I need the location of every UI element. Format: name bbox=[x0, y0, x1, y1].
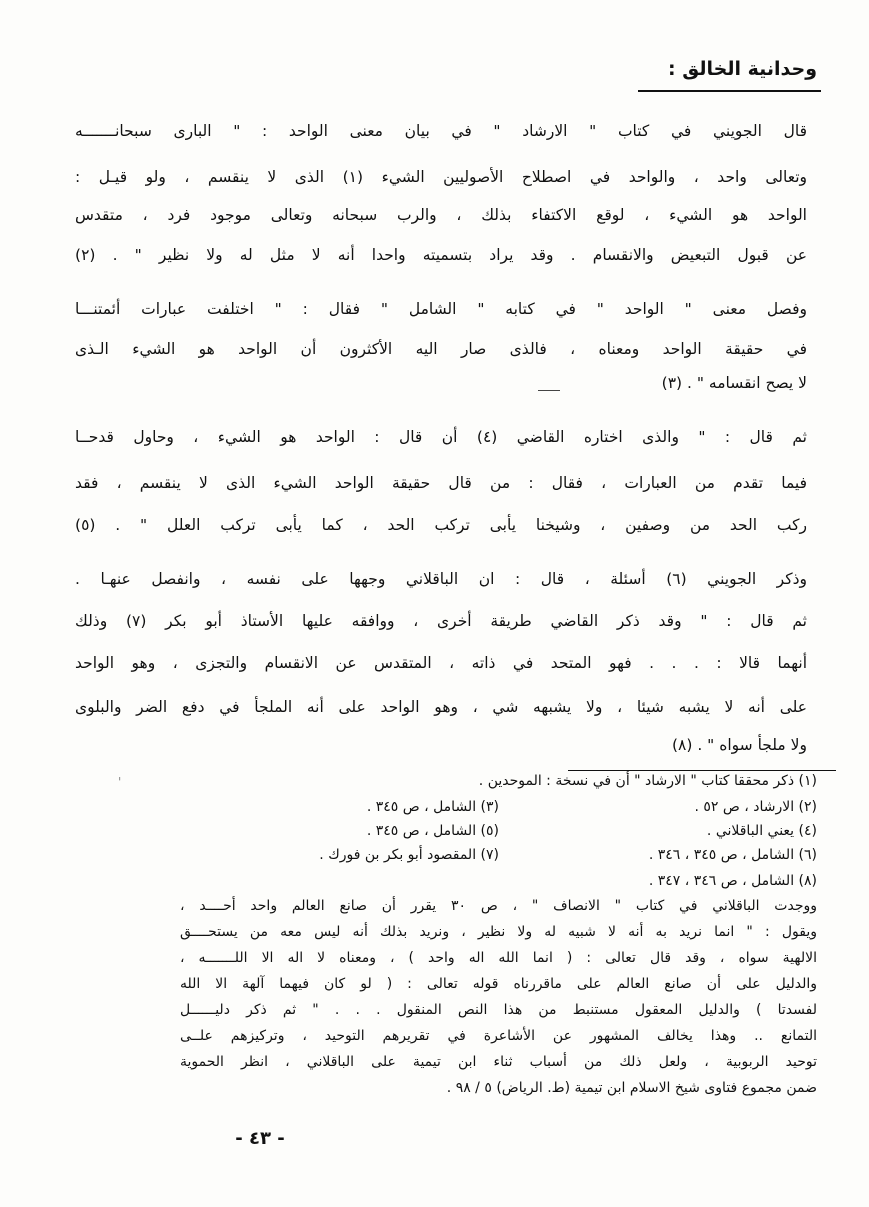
footnote-6: (٦) الشامل ، ص ٣٤٥ ، ٣٤٦ . bbox=[648, 847, 817, 863]
body-line: أنهما قالا : . . . فهو المتحد في ذاته ، المتقدس عن الانقسام والتجزى ، وهو الواحد bbox=[75, 654, 807, 672]
footnote-4: (٤) يعني الباقلاني . bbox=[706, 823, 817, 839]
chapter-header: وحدانية الخالق : bbox=[668, 58, 817, 80]
margin-mark: ' bbox=[118, 775, 122, 789]
commentary-line: ووجدت الباقلاني في كتاب " الانصاف " ، ص ٣٠ يقرر أن صانع العالم واحد أحــــد ، bbox=[180, 898, 817, 914]
footnote-separator bbox=[568, 770, 836, 771]
commentary-line: توحيد الربوبية ، ولعل ذلك من أسباب ثناء ابن تيمية على الباقلاني ، انظر الحموية bbox=[180, 1054, 817, 1070]
commentary-line: ويقول : " انما نريد به أنه لا شبيه له ولا نظير ، ونريد بذلك أنه ليس معه من يستحــــق bbox=[180, 924, 817, 940]
footnote-8: (٨) الشامل ، ص ٣٤٦ ، ٣٤٧ . bbox=[648, 873, 817, 889]
body-line: ركب الحد من وصفين ، وشيخنا يأبى تركب الحد ، كما يأبى تركب العلل " . (٥) bbox=[75, 516, 807, 534]
commentary-line: لفسدتا ) والدليل المعقول مستنبط من هذا النص المنقول . . . " ثم ذكر دليــــــل bbox=[180, 1002, 817, 1018]
commentary-line: التمانع .. وهذا يخالف المشهور عن الأشاعرة في تقريرهم التوحيد ، وتركيزهم علــى bbox=[180, 1028, 817, 1044]
commentary-line: الالهية سواه ، وقد قال تعالى : ( انما الله اله واحد ) ، ومعناه لا اله الا اللـــــــه ، bbox=[180, 950, 817, 966]
footnote-3: (٣) الشامل ، ص ٣٤٥ . bbox=[366, 799, 499, 815]
commentary-line: ضمن مجموع فتاوى شيخ الاسلام ابن تيمية (ط. الرياض) ٥ / ٩٨ . bbox=[446, 1080, 817, 1096]
footnote-row bbox=[210, 847, 817, 873]
body-line: ثم قال : " وقد ذكر القاضي طريقة أخرى ، ووافقه عليها الأستاذ أبو بكر (٧) وذلك bbox=[75, 612, 807, 630]
body-line: الواحد هو الشيء ، لوقع الاكتفاء بذلك ، والرب سبحانه وتعالى موجود فرد ، متقدس bbox=[75, 206, 807, 224]
footnote-row bbox=[210, 799, 817, 825]
body-line: ولا ملجأ سواه " . (٨) bbox=[671, 736, 807, 754]
body-line: فيما تقدم من العبارات ، فقال : من قال حقيقة الواحد الشيء الذى لا ينقسم ، فقد bbox=[75, 474, 807, 492]
page-number: - ٤٣ - bbox=[235, 1128, 285, 1149]
footnote-row bbox=[210, 773, 817, 799]
footnote-row bbox=[210, 823, 817, 849]
commentary-line: والدليل على أن صانع العالم على ماقررناه قوله تعالى : ( لو كان فيهما آلهة الا الله bbox=[180, 976, 817, 992]
body-line: عن قبول التبعيض والانقسام . وقد يراد بتسميته واحدا أنه لا مثل له ولا نظير " . (٢) bbox=[75, 246, 807, 264]
body-line: في حقيقة الواحد ومعناه ، فالذى صار اليه الأكثرون أن الواحد هو الشيء الـذى bbox=[75, 340, 807, 358]
body-line: وتعالى واحد ، والواحد في اصطلاح الأصوليين الشيء (١) الذى لا ينقسم ، ولو قيـل : bbox=[75, 168, 807, 186]
footnotes bbox=[210, 773, 817, 893]
footnote-row bbox=[210, 873, 817, 899]
body-line: ثم قال : " والذى اختاره القاضي (٤) أن قال : الواحد هو الشيء ، وحاول قدحــا bbox=[75, 428, 807, 446]
stray-dash bbox=[538, 390, 560, 391]
body-line: وذكر الجويني (٦) أسئلة ، قال : ان الباقلاني وجهها على نفسه ، وانفصل عنهـا . bbox=[75, 570, 807, 588]
body-line: لا يصح انقسامه " . (٣) bbox=[661, 374, 807, 392]
footnote-7: (٧) المقصود أبو بكر بن فورك . bbox=[319, 847, 499, 863]
body-line: على أنه لا يشبه شيئا ، ولا يشبهه شي ، وهو الواحد على أنه الملجأ في دفع الضر والبلوى bbox=[75, 698, 807, 716]
body-line: وفصل معنى " الواحد " في كتابه " الشامل " فقال : " اختلفت عبارات أئمتنـــا bbox=[75, 300, 807, 318]
footnote-5: (٥) الشامل ، ص ٣٤٥ . bbox=[366, 823, 499, 839]
body-line: قال الجويني في كتاب " الارشاد " في بيان معنى الواحد : " البارى سبحانـــــــه bbox=[75, 122, 807, 140]
header-underline bbox=[638, 90, 821, 92]
footnote-2: (٢) الارشاد ، ص ٥٢ . bbox=[694, 799, 817, 815]
footnote-1: (١) ذكر محققا كتاب " الارشاد " أن في نسخة : الموحدين . bbox=[478, 773, 817, 789]
